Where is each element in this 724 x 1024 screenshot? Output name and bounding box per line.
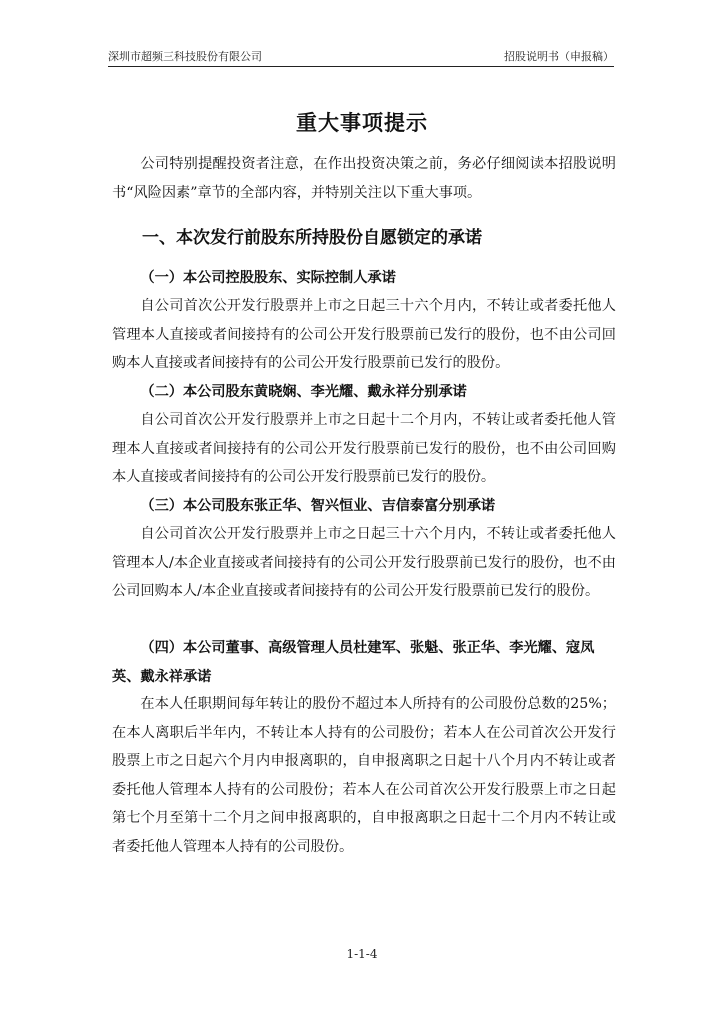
subsection-body-2: 自公司首次公开发行股票并上市之日起十二个月内，不转让或者委托他人管理本人直接或者间接持有的公司公开发行股票前已发行的股份，也不由公司回购本人直接或者间接持有的公司公开发行股票前已发行的股份。 [112,412,616,485]
subsection-heading-4: （四）本公司董事、高级管理人员杜建军、张魁、张正华、李光耀、寇凤英、戴永祥承诺 [112,640,595,685]
page-header [108,50,614,67]
header-document-type: 招股说明书（申报稿） [504,50,614,63]
section-heading: 一、本次发行前股东所持股份自愿锁定的承诺 [142,228,482,248]
intro-paragraph: 公司特别提醒投资者注意，在作出投资决策之前，务必仔细阅读本招股说明书“风险因素”章节的全部内容，并特别关注以下重大事项。 [112,156,616,201]
subsection-heading-2: （二）本公司股东黄晓娴、李光耀、戴永祥分别承诺 [140,384,467,400]
subsection-body-1: 自公司首次公开发行股票并上市之日起三十六个月内，不转让或者委托他人管理本人直接或者间接持有的公司公开发行股票前已发行的股份，也不由公司回购本人直接或者间接持有的公司公开发行股票前已发行的股份。 [112,298,616,371]
subsection-heading-3: （三）本公司股东张正华、智兴恒业、吉信泰富分别承诺 [140,498,496,514]
subsection-body-4: 在本人任职期间每年转让的股份不超过本人所持有的公司股份总数的25%；在本人离职后半年内，不转让本人持有的公司股份；若本人在公司首次公开发行股票上市之日起六个月内申报离职的，自申报离职之日起十八个月内不转让或者委托他人管理本人持有的公司股份；若本人在公司首次公开发行股票上市之日起第七个月至第十二个月之间申报离职的，自申报离职之日起十二个月内不转让或者委托他人管理本人持有的公司股份。 [112,696,616,855]
document-title: 重大事项提示 [296,110,428,135]
subsection-heading-1: （一）本公司控股股东、实际控制人承诺 [140,270,396,286]
header-company-name: 深圳市超频三科技股份有限公司 [108,50,262,63]
page-number: 1-1-4 [346,947,378,961]
subsection-body-3: 自公司首次公开发行股票并上市之日起三十六个月内，不转让或者委托他人管理本人/本企业直接或者间接持有的公司公开发行股票前已发行的股份，也不由公司回购本人/本企业直接或者间接持有的公司公开发行股票前已发行的股份。 [112,526,616,599]
